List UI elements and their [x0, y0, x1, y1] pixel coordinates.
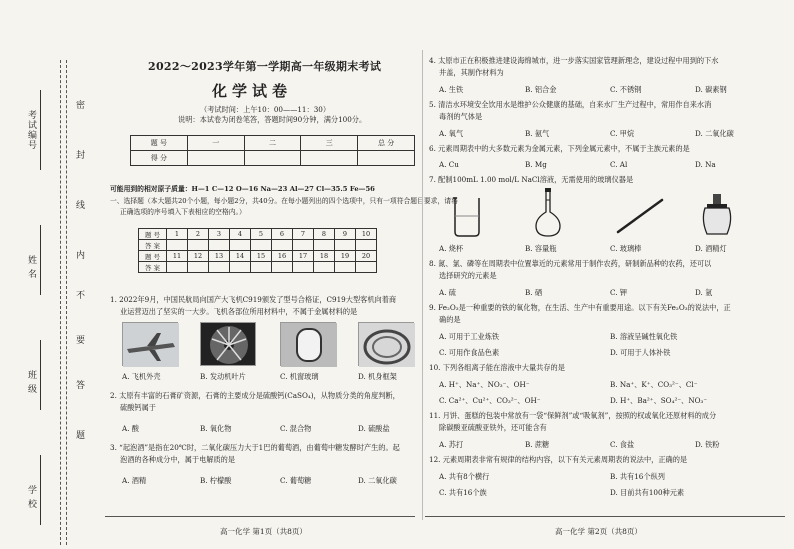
- q2-stem: 2. 太原有丰富的石膏矿资源，石膏的主要成分是硫酸钙(CaSO₄)，从物质分类的角度判断，: [110, 391, 400, 400]
- score-header: 总 分: [358, 136, 415, 151]
- name-blank: [40, 225, 41, 295]
- q2-option-c[interactable]: C. 混合物: [280, 424, 312, 433]
- q11-option-a[interactable]: A. 苏打: [439, 440, 464, 449]
- q11-option-d[interactable]: D. 铁粉: [695, 440, 720, 449]
- q3-stem: 3. “起泡酒”是指在20℃时，二氧化碳压力大于1巴的葡萄酒，由葡萄中糖发酵时产生的。起: [110, 443, 400, 452]
- fuselage-frame-image: [358, 322, 414, 366]
- q11-option-c[interactable]: C. 食盐: [610, 440, 635, 449]
- answer-cell[interactable]: [314, 262, 335, 273]
- q2-option-d[interactable]: D. 硫酸盐: [358, 424, 390, 433]
- q8-option-c[interactable]: C. 钾: [610, 288, 627, 297]
- footer-rule: [425, 516, 785, 517]
- q3-option-d[interactable]: D. 二氧化碳: [358, 476, 397, 485]
- q7-stem: 7. 配制100mL 1.00 mol/L NaCl溶液，无需使用的玻璃仪器是: [429, 175, 634, 184]
- answer-cell[interactable]: [293, 262, 314, 273]
- qnum: 18: [314, 251, 335, 262]
- q8-option-a[interactable]: A. 硫: [439, 288, 456, 297]
- q3-option-b[interactable]: B. 柠檬酸: [200, 476, 232, 485]
- qnum: 6: [272, 229, 293, 240]
- glass-rod-image: [610, 196, 670, 236]
- answer-cell[interactable]: [251, 240, 272, 251]
- q4-option-a[interactable]: A. 生铁: [439, 85, 464, 94]
- exam-time: （考试时间：上午10：00——11：30）: [200, 105, 331, 114]
- q4-stem: 4. 太原市正在积极推进建设海绵城市，进一步落实国家管理新理念，建设过程中用到的下水: [429, 56, 719, 65]
- footer-rule: [105, 516, 415, 517]
- q11-stem: 11. 月饼、蛋糕的包装中常放有一袋“保鲜剂”或“吸氧剂”，按照的权或氧化还原材料的成分: [429, 411, 717, 420]
- qnum: 14: [230, 251, 251, 262]
- seal-line: [60, 60, 61, 545]
- q12-option-d[interactable]: D. 目前共有100种元素: [610, 488, 685, 497]
- seal-char: 不: [74, 290, 84, 300]
- qnum: 15: [251, 251, 272, 262]
- seal-char: 线: [74, 200, 84, 210]
- answer-cell[interactable]: [272, 240, 293, 251]
- subject-title: 化学试卷: [212, 82, 293, 100]
- seal-char: 密: [74, 100, 84, 110]
- q1-stem-2: 业运营迈出了坚实的一大步。飞机各部位所用材料中，不属于金属材料的是: [120, 307, 358, 316]
- qnum: 13: [209, 251, 230, 262]
- cabin-window-image: [280, 322, 336, 366]
- qnum: 5: [251, 229, 272, 240]
- page-footer: 高一化学 第1页（共8页）: [220, 527, 307, 536]
- q5-option-b[interactable]: B. 氨气: [525, 129, 550, 138]
- q10-option-b[interactable]: B. Na⁺、K⁺、CO₃²⁻、Cl⁻: [610, 380, 698, 389]
- answer-cell[interactable]: [209, 262, 230, 273]
- qnum: 11: [167, 251, 188, 262]
- seal-char: 答: [74, 380, 84, 390]
- q9-option-a[interactable]: A. 可用于工业炼铁: [439, 332, 500, 341]
- seal-char: 要: [74, 335, 84, 345]
- margin-label-class: 班 级: [26, 370, 36, 394]
- page-footer: 高一化学 第2页（共8页）: [555, 527, 642, 536]
- qnum: 7: [293, 229, 314, 240]
- answer-cell[interactable]: [272, 262, 293, 273]
- section1-instructions: 一、选择题（本大题共20个小题，每小题2分，共40分。在每小题列出的四个选项中，只有一项符合题目要求，请将: [110, 197, 458, 205]
- score-header: 题 号: [131, 136, 188, 151]
- qnum: 9: [335, 229, 356, 240]
- q2-stem-2: 硫酸钙属于: [120, 403, 156, 412]
- q4-option-b[interactable]: B. 铝合金: [525, 85, 557, 94]
- qnum: 3: [209, 229, 230, 240]
- q12-option-c[interactable]: C. 共有16个族: [439, 488, 487, 497]
- qnum: 4: [230, 229, 251, 240]
- answer-row-label: 答 案: [139, 240, 167, 251]
- exam-no-blank: [40, 90, 41, 170]
- q6-option-d[interactable]: D. Na: [695, 160, 716, 169]
- school-blank: [40, 455, 41, 525]
- airplane-exterior-image: [122, 322, 178, 366]
- q9-option-d[interactable]: D. 可用于人体补铁: [610, 348, 671, 357]
- seal-char: 题: [74, 430, 84, 440]
- q7-option-c[interactable]: C. 玻璃棒: [610, 244, 642, 253]
- score-header: 一: [187, 136, 244, 151]
- q4-stem-2: 井盖，其制作材料为: [439, 68, 504, 77]
- q1-option-d[interactable]: D. 机身框架: [358, 372, 397, 381]
- answer-table: [138, 228, 377, 273]
- q9-stem: 9. Fe₂O₃是一种重要的铁的氧化物，在生活、生产中有重要用途。以下有关Fe₂O₃的说法中，正: [429, 303, 731, 312]
- beaker-image: [447, 192, 487, 238]
- q9-option-b[interactable]: B. 溶液呈碱性氧化铁: [610, 332, 678, 341]
- seal-char: 内: [74, 250, 84, 260]
- answer-cell[interactable]: [356, 262, 377, 273]
- q10-option-a[interactable]: A. H⁺、Na⁺、NO₃⁻、OH⁻: [439, 380, 530, 389]
- q3-stem-2: 泡酒的各种成分中，属于电解质的是: [120, 455, 236, 464]
- q9-stem-2: 确的是: [439, 315, 461, 324]
- score-table: [130, 135, 415, 166]
- q3-option-c[interactable]: C. 葡萄糖: [280, 476, 312, 485]
- answer-cell[interactable]: [167, 262, 188, 273]
- qnum: 2: [188, 229, 209, 240]
- volumetric-flask-image: [533, 186, 563, 238]
- q10-option-d[interactable]: D. H⁺、Ba²⁺、SO₄²⁻、NO₃⁻: [610, 396, 708, 405]
- q5-stem-2: 毒剂的气体是: [439, 112, 483, 121]
- q2-option-a[interactable]: A. 酸: [122, 424, 139, 433]
- q5-option-c[interactable]: C. 甲烷: [610, 129, 635, 138]
- q6-option-a[interactable]: A. Cu: [439, 160, 459, 169]
- alcohol-lamp-image: [697, 190, 737, 238]
- qnum: 20: [356, 251, 377, 262]
- answer-cell[interactable]: [188, 262, 209, 273]
- margin-label-school: 学 校: [26, 485, 36, 509]
- q11-option-b[interactable]: B. 蔗糖: [525, 440, 550, 449]
- exam-note: 说明：本试卷为闭卷笔答，答题时间90分钟，满分100分。: [178, 115, 367, 124]
- answer-row-label: 题 号: [139, 251, 167, 262]
- class-blank: [40, 340, 41, 410]
- q7-option-b[interactable]: B. 容量瓶: [525, 244, 557, 253]
- qnum: 17: [293, 251, 314, 262]
- q12-option-b[interactable]: B. 共有16个纵列: [610, 472, 665, 481]
- qnum: 12: [188, 251, 209, 262]
- score-row-label: 得 分: [131, 151, 188, 166]
- q6-option-b[interactable]: B. Mg: [525, 160, 547, 169]
- q10-option-c[interactable]: C. Ca²⁺、Cu²⁺、CO₃²⁻、OH⁻: [439, 396, 541, 405]
- q10-stem: 10. 下列各组离子能在溶液中大量共存的是: [429, 363, 565, 372]
- margin-label-exam-no: 考试编号: [26, 110, 36, 150]
- q1-stem: 1. 2022年9月，中国民航局向国产大飞机C919颁发了型号合格证，C919大型客机向着商: [110, 295, 397, 304]
- margin-label-name: 姓 名: [26, 255, 36, 279]
- q4-option-c[interactable]: C. 不锈钢: [610, 85, 642, 94]
- answer-cell[interactable]: [335, 262, 356, 273]
- q8-option-b[interactable]: B. 硒: [525, 288, 543, 297]
- q9-option-c[interactable]: C. 可用作食品色素: [439, 348, 500, 357]
- q3-option-a[interactable]: A. 酒精: [122, 476, 147, 485]
- q11-stem-2: 除碳酸亚硫酸亚铁外，还可能含有: [439, 423, 547, 432]
- answer-cell[interactable]: [314, 240, 335, 251]
- answer-cell[interactable]: [230, 240, 251, 251]
- q1-option-a[interactable]: A. 飞机外壳: [122, 372, 161, 381]
- qnum: 16: [272, 251, 293, 262]
- answer-cell[interactable]: [167, 240, 188, 251]
- score-cell[interactable]: [187, 151, 244, 166]
- answer-row-label: 答 案: [139, 262, 167, 273]
- q8-stem: 8. 氮、氯、磷等在周期表中位置靠近的元素常用于制作农药，研制新品种的农药，还可以: [429, 259, 712, 268]
- q1-option-c[interactable]: C. 机窗玻璃: [280, 372, 319, 381]
- atomic-mass: 可能用到的相对原子质量：H—1 C—12 O—16 Na—23 Al—27 Cl—35.5 Fe—56: [110, 185, 375, 193]
- score-header: 二: [244, 136, 301, 151]
- qnum: 19: [335, 251, 356, 262]
- binding-margin: [0, 0, 100, 549]
- answer-cell[interactable]: [335, 240, 356, 251]
- q5-stem: 5. 清洁水环境安全饮用水是维护公众健康的基础，自来水厂生产过程中，常用作自来水消: [429, 100, 712, 109]
- qnum: 1: [167, 229, 188, 240]
- seal-char: 封: [74, 150, 84, 160]
- answer-row-label: 题 号: [139, 229, 167, 240]
- answer-cell[interactable]: [356, 240, 377, 251]
- answer-cell[interactable]: [230, 262, 251, 273]
- answer-cell[interactable]: [209, 240, 230, 251]
- q1-option-b[interactable]: B. 发动机叶片: [200, 372, 246, 381]
- seal-line-inner: [66, 60, 67, 545]
- qnum: 10: [356, 229, 377, 240]
- score-cell[interactable]: [358, 151, 415, 166]
- q4-option-d[interactable]: D. 碳素钢: [695, 85, 727, 94]
- engine-blade-image: [200, 322, 256, 366]
- q8-stem-2: 选择研究的元素是: [439, 271, 497, 280]
- q5-option-a[interactable]: A. 氧气: [439, 129, 464, 138]
- answer-cell[interactable]: [251, 262, 272, 273]
- q6-stem: 6. 元素周期表中的大多数元素为金属元素，下列金属元素中，不属于主族元素的是: [429, 144, 690, 153]
- page-divider: [422, 50, 423, 520]
- q8-option-d[interactable]: D. 氩: [695, 288, 713, 297]
- answer-cell[interactable]: [293, 240, 314, 251]
- q12-stem: 12. 元素周期表非常有规律的结构内容，以下有关元素周期表的说法中，正确的是: [429, 455, 688, 464]
- score-cell[interactable]: [244, 151, 301, 166]
- q5-option-d[interactable]: D. 二氧化碳: [695, 129, 734, 138]
- q12-option-a[interactable]: A. 共有8个横行: [439, 472, 490, 481]
- exam-title: 2022～2023学年第一学期高一年级期末考试: [148, 60, 382, 73]
- q2-option-b[interactable]: B. 氧化物: [200, 424, 232, 433]
- q6-option-c[interactable]: C. Al: [610, 160, 628, 169]
- answer-cell[interactable]: [188, 240, 209, 251]
- q7-option-a[interactable]: A. 烧杯: [439, 244, 464, 253]
- score-cell[interactable]: [301, 151, 358, 166]
- q7-option-d[interactable]: D. 酒精灯: [695, 244, 727, 253]
- qnum: 8: [314, 229, 335, 240]
- score-header: 三: [301, 136, 358, 151]
- section1-instructions-2: 正确选项的序号填入下表相应的空格内。）: [120, 208, 246, 216]
